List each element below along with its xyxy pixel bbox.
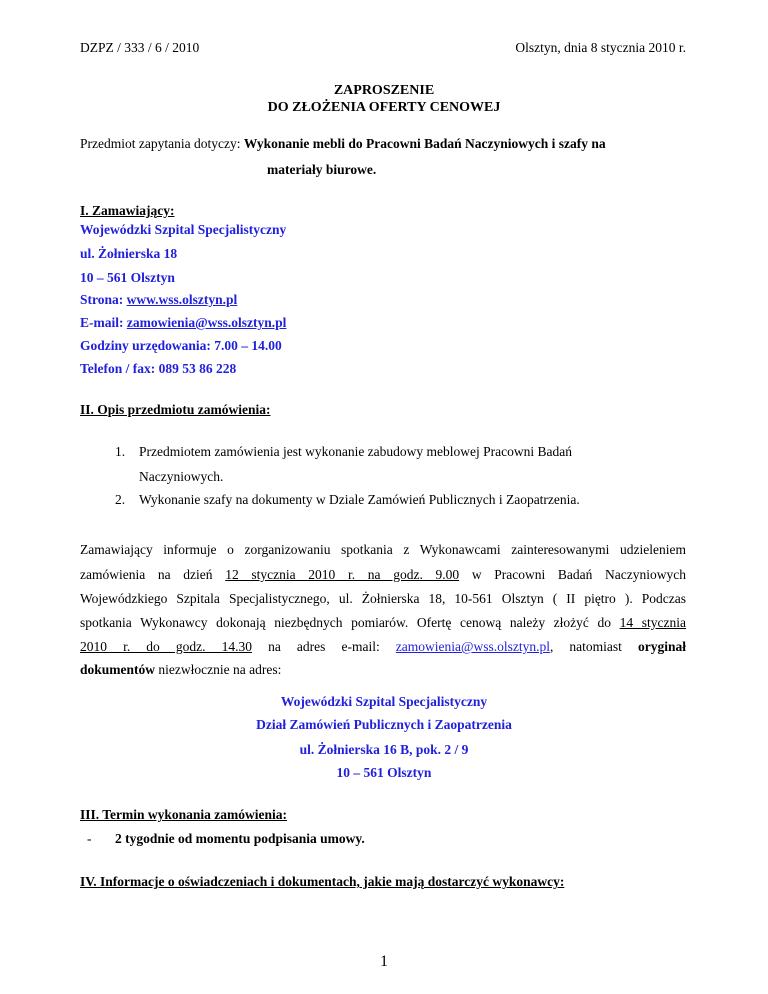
paragraph-text: spotkania Wykonawcy dokonają niezbędnych pomiarów. Ofertę cenową należy złożyć do bbox=[80, 615, 612, 630]
website-label: Strona: bbox=[80, 292, 124, 307]
offer-email-link[interactable]: zamowienia@wss.olsztyn.pl bbox=[395, 639, 550, 654]
section-2-heading: II. Opis przedmiotu zamówienia: bbox=[80, 402, 271, 417]
subject-text: Wykonanie mebli do Pracowni Badań Naczyniowych i szafy na bbox=[243, 136, 606, 151]
website-line bbox=[80, 292, 237, 308]
address-line-4: 10 – 561 Olsztyn bbox=[336, 765, 432, 780]
list-item-2-number: 2. bbox=[115, 492, 126, 507]
title-line-1: ZAPROSZENIE bbox=[333, 83, 435, 98]
paragraph-text: niezwłocznie na adres: bbox=[158, 662, 282, 677]
subject-label: Przedmiot zapytania dotyczy: bbox=[80, 136, 241, 151]
section-1-heading: I. Zamawiający: bbox=[80, 203, 175, 218]
office-hours: Godziny urzędowania: 7.00 – 14.00 bbox=[80, 338, 282, 353]
paragraph-bold-text: dokumentów bbox=[80, 662, 156, 677]
paragraph-text: na adres e-mail: bbox=[268, 639, 380, 654]
list-item-1-text: Przedmiotem zamówienia jest wykonanie zabudowy meblowej Pracowni Badań bbox=[139, 444, 573, 459]
list-item-1-text-continued: Naczyniowych. bbox=[139, 469, 224, 484]
website-link[interactable]: www.wss.olsztyn.pl bbox=[126, 292, 238, 307]
subject-text-continued: materiały biurowe. bbox=[267, 162, 377, 177]
contracting-authority-street: ul. Żołnierska 18 bbox=[80, 246, 178, 261]
address-line-2: Dział Zamówień Publicznych i Zaopatrzenia bbox=[256, 717, 512, 732]
paragraph-line-3: Wojewódzkiego Szpitala Specjalistycznego, ul. Żołnierska 18, 10-561 Olsztyn ( II piętro ). Podczas bbox=[80, 591, 686, 606]
paragraph-line-4 bbox=[80, 615, 686, 631]
address-line-3: ul. Żołnierska 16 B, pok. 2 / 9 bbox=[299, 742, 469, 757]
address-line-1: Wojewódzki Szpital Specjalistyczny bbox=[280, 694, 488, 709]
title-line-2: DO ZŁOŻENIA OFERTY CENOWEJ bbox=[267, 100, 501, 115]
list-item-2-text: Wykonanie szafy na dokumenty w Dziale Zamówień Publicznych i Zaopatrzenia. bbox=[139, 492, 580, 507]
paragraph-line-6 bbox=[80, 662, 281, 678]
paragraph-text: , bbox=[549, 639, 554, 654]
list-item-1-number: 1. bbox=[115, 444, 126, 459]
section-3-heading: III. Termin wykonania zamówienia: bbox=[80, 807, 288, 822]
email-link[interactable]: zamowienia@wss.olsztyn.pl bbox=[126, 315, 287, 330]
document-reference: DZPZ / 333 / 6 / 2010 bbox=[80, 40, 200, 55]
deadline-time: 2010 r. do godz. 14.30 bbox=[80, 639, 252, 654]
paragraph-text: natomiast bbox=[569, 639, 622, 654]
place-and-date: Olsztyn, dnia 8 stycznia 2010 r. bbox=[515, 40, 686, 55]
paragraph-text: w Pracowni Badań Naczyniowych bbox=[471, 567, 687, 582]
paragraph-line-2 bbox=[80, 567, 686, 583]
section-3-text: 2 tygodnie od momentu podpisania umowy. bbox=[115, 831, 365, 846]
paragraph-text: zamówienia na dzień bbox=[80, 567, 213, 582]
subject-line bbox=[80, 136, 606, 152]
paragraph-line-5 bbox=[80, 639, 686, 655]
section-4-heading: IV. Informacje o oświadczeniach i dokumentach, jakie mają dostarczyć wykonawcy: bbox=[80, 874, 565, 889]
contracting-authority-name: Wojewódzki Szpital Specjalistyczny bbox=[80, 222, 287, 237]
paragraph-line-1: Zamawiający informuje o zorganizowaniu spotkania z Wykonawcami zainteresowanymi udzieleniem bbox=[80, 542, 686, 557]
contracting-authority-city: 10 – 561 Olsztyn bbox=[80, 270, 175, 285]
paragraph-bold-text: oryginał bbox=[638, 639, 687, 654]
page-number: 1 bbox=[380, 953, 388, 970]
email-label: E-mail: bbox=[80, 315, 124, 330]
email-line bbox=[80, 315, 286, 331]
meeting-date: 12 stycznia 2010 r. na godz. 9.00 bbox=[225, 567, 460, 582]
deadline-date: 14 stycznia bbox=[619, 615, 687, 630]
phone-fax: Telefon / fax: 089 53 86 228 bbox=[80, 361, 237, 376]
section-3-dash: - bbox=[87, 831, 92, 846]
